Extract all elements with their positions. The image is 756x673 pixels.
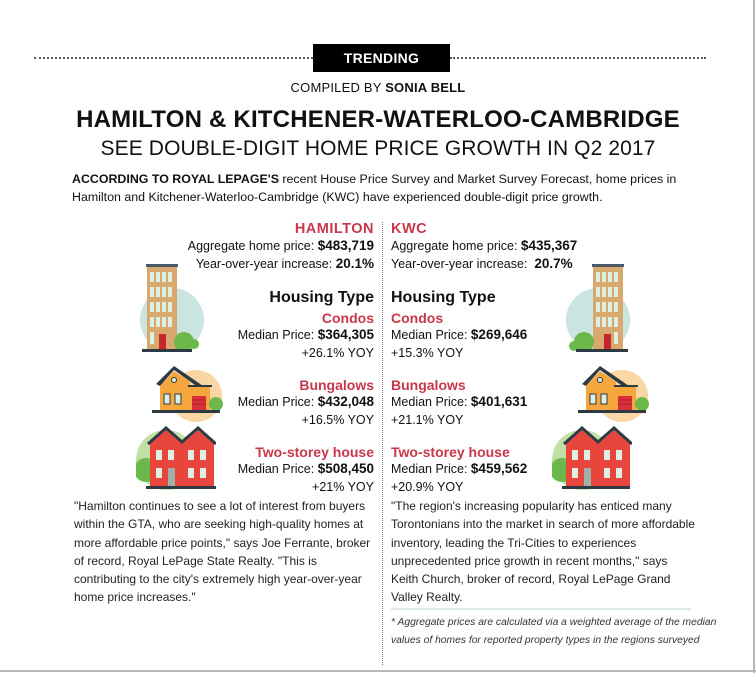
column-divider (382, 222, 383, 665)
intro-text: recent House Price Survey and Market Survey Forecast, home prices in Hamilton and Kitchener-Waterloo-Cambridge (KWC) have experienced double-digit price growth. (72, 172, 677, 204)
median-label: Median Price: (391, 395, 468, 409)
hamilton-summary (188, 220, 374, 272)
median-price (238, 461, 374, 477)
dotted-rule-right (450, 57, 706, 59)
property-type: Condos (391, 310, 444, 326)
median-value: $364,305 (317, 327, 374, 342)
headline: HAMILTON & KITCHENER-WATERLOO-CAMBRIDGE (76, 106, 680, 133)
hamilton-two-storey (238, 444, 374, 495)
median-label: Median Price: (391, 328, 468, 342)
yoy-change: +15.3% YOY (391, 346, 464, 360)
section-label: TRENDING (313, 44, 450, 72)
hamilton-quote: "Hamilton continues to see a lot of interest from buyers within the GTA, who are seeking high-quality homes at more affordable price points," says Joe Ferrante, broker of record, Royal LePage State Realty. "This is contributing to the city's extremely high year-over-year home price increases." (74, 499, 371, 605)
aggregate-label: Aggregate home price: (187, 239, 315, 253)
yoy-value: 20.1% (335, 256, 374, 271)
footnote: * Aggregate prices are calculated via a weighted average of the median values of homes for reported property types in the regions surveyed (391, 617, 717, 646)
yoy-change: +21% YOY (312, 480, 374, 494)
median-value: $432,048 (317, 394, 374, 409)
byline-author: SONIA BELL (385, 80, 466, 95)
aggregate-label: Aggregate home price: (391, 239, 518, 253)
aggregate-value: $435,367 (520, 238, 578, 253)
property-type: Bungalows (391, 377, 466, 393)
hamilton-aggregate (188, 238, 374, 254)
median-price (238, 327, 374, 343)
aggregate-value: $483,719 (317, 238, 374, 253)
median-value: $459,562 (470, 461, 528, 476)
hamilton-bungalows (238, 377, 374, 428)
hamilton-condos (238, 310, 374, 361)
subheadline: SEE DOUBLE-DIGIT HOME PRICE GROWTH IN Q2 2017 (100, 137, 656, 160)
hamilton-housing-type-heading: Housing Type (269, 289, 374, 306)
page-border-right (753, 0, 755, 673)
intro-paragraph (72, 170, 692, 206)
two-storey-house-icon (552, 422, 632, 496)
yoy-value: 20.7% (534, 256, 573, 271)
kwc-summary (391, 220, 577, 272)
kwc-housing-type-heading: Housing Type (391, 289, 496, 306)
yoy-change: +20.9% YOY (391, 480, 464, 494)
median-label: Median Price: (237, 395, 315, 409)
kwc-bungalows (391, 377, 527, 428)
yoy-change: +16.5% YOY (301, 413, 374, 427)
median-price (391, 461, 527, 477)
byline-prefix: COMPILED BY (290, 80, 382, 95)
property-type: Bungalows (299, 377, 374, 393)
median-value: $401,631 (470, 394, 528, 409)
kwc-aggregate (391, 238, 577, 254)
median-price (238, 394, 374, 410)
median-label: Median Price: (237, 328, 315, 342)
yoy-change: +26.1% YOY (301, 346, 374, 360)
page-border-bottom (0, 670, 756, 672)
property-type: Two-storey house (255, 444, 374, 460)
hamilton-city-name: HAMILTON (294, 221, 374, 237)
intro-lead: ACCORDING TO ROYAL LEPAGE'S (72, 172, 279, 186)
byline (0, 80, 756, 95)
yoy-label: Year-over-year increase: (391, 257, 528, 271)
footnote-rule (391, 608, 691, 610)
condo-building-icon (556, 262, 634, 354)
median-price (391, 327, 527, 343)
dotted-rule-left (34, 57, 313, 59)
median-label: Median Price: (391, 462, 468, 476)
bungalow-icon (572, 360, 652, 422)
kwc-yoy (391, 256, 577, 272)
median-value: $508,450 (317, 461, 374, 476)
yoy-change: +21.1% YOY (391, 413, 464, 427)
median-price (391, 394, 527, 410)
kwc-two-storey (391, 444, 527, 495)
yoy-label: Year-over-year increase: (195, 257, 333, 271)
property-type: Condos (321, 310, 374, 326)
kwc-city-name: KWC (391, 221, 428, 237)
two-storey-house-icon (136, 422, 216, 496)
kwc-quote: "The region's increasing popularity has enticed many Torontonians into the market in search of more affordable inventory, leading the Tri-Cities to experiences unprecedented price growth in recent months," says Keith Church, broker of record, Royal LePage Grand Valley Realty. (391, 499, 695, 605)
property-type: Two-storey house (391, 444, 510, 460)
hamilton-yoy (188, 256, 374, 272)
median-value: $269,646 (470, 327, 528, 342)
condo-building-icon (136, 262, 214, 354)
kwc-condos (391, 310, 527, 361)
bungalow-icon (146, 360, 226, 422)
median-label: Median Price: (237, 462, 315, 476)
